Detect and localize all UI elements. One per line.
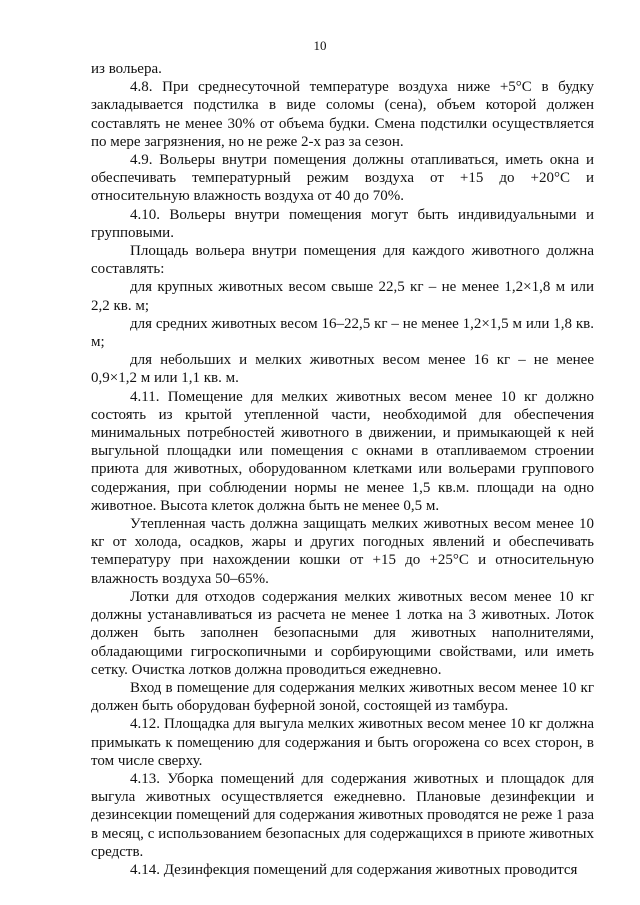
paragraph-4-8: 4.8. При среднесуточной температуре воздуха ниже +5°С в будку закладывается подстилка в виде соломы (сена), объем которой должен составлять не менее 30% от объема будки. Смена подстилки осуществляется по мере загрязнения, но не реже 2-х раз за сезон. bbox=[91, 79, 594, 150]
paragraph-medium-animals: для средних животных весом 16–22,5 кг – не менее 1,2×1,5 м или 1,8 кв. м; bbox=[91, 315, 594, 351]
paragraph-insulated-part: Утепленная часть должна защищать мелких животных весом менее 10 кг от холода, осадков, жары и других погодных явлений и обеспечивать температуру при нахождении кошки от +15 до +25°С и относительную влажность воздуха 50–65%. bbox=[91, 516, 594, 587]
paragraph-area-intro: Площадь вольера внутри помещения для каждого животного должна составлять: bbox=[91, 243, 594, 278]
paragraph-4-13: 4.13. Уборка помещений для содержания животных и площадок для выгула животных осуществляется ежедневно. Плановые дезинфекции и дезинсекции помещений для содержания животных проводятся не реже 1 раза в месяц, с использованием безопасных для содержащихся в приюте животных средств. bbox=[91, 770, 594, 860]
paragraph-4-12: 4.12. Площадка для выгула мелких животных весом менее 10 кг должна примыкать к помещению для содержания и быть огорожена со всех сторон, в том числе сверху. bbox=[91, 716, 594, 769]
paragraph-4-14: 4.14. Дезинфекция помещений для содержания животных проводится bbox=[130, 861, 578, 878]
document-body bbox=[91, 60, 594, 879]
paragraph-4-9: 4.9. Вольеры внутри помещения должны отапливаться, иметь окна и обеспечивать температурный режим воздуха от +15 до +20°С и относительную влажность воздуха от 40 до 70%. bbox=[91, 152, 594, 205]
paragraph-4-10: 4.10. Вольеры внутри помещения могут быть индивидуальными и групповыми. bbox=[91, 206, 594, 241]
paragraph-4-11: 4.11. Помещение для мелких животных весом менее 10 кг должно состоять из крытой утепленной части, необходимой для обеспечения минимальных потребностей животного в движении, и примыкающей к ней выгульной площадки или помещения с окнами в отапливаемом строении приюта для животных, оборудованном клетками или вольерами группового содержания, при соблюдении нормы не менее 1,5 кв.м. площади на одно животное. Высота клеток должна быть не менее 0,5 м. bbox=[91, 388, 594, 514]
paragraph-continuation: из вольера. bbox=[91, 61, 162, 77]
paragraph-entrance-buffer: Вход в помещение для содержания мелких животных весом менее 10 кг должен быть оборудован буферной зоной, состоящей из тамбура. bbox=[91, 679, 594, 715]
paragraph-litter-trays: Лотки для отходов содержания мелких животных весом менее 10 кг должны устанавливаться из расчета не менее 1 лотка на 3 животных. Лоток должен быть заполнен безопасными для животных наполнителями, обладающими гигроскопичными и сорбирующими свойствами, или иметь сетку. Очистка лотков должна проводиться ежедневно. bbox=[91, 588, 594, 678]
paragraph-small-animals: для небольших и мелких животных весом менее 16 кг – не менее 0,9×1,2 м или 1,1 кв. м. bbox=[91, 352, 594, 387]
paragraph-large-animals: для крупных животных весом свыше 22,5 кг – не менее 1,2×1,8 м или 2,2 кв. м; bbox=[91, 279, 594, 314]
page-number: 10 bbox=[313, 38, 327, 53]
